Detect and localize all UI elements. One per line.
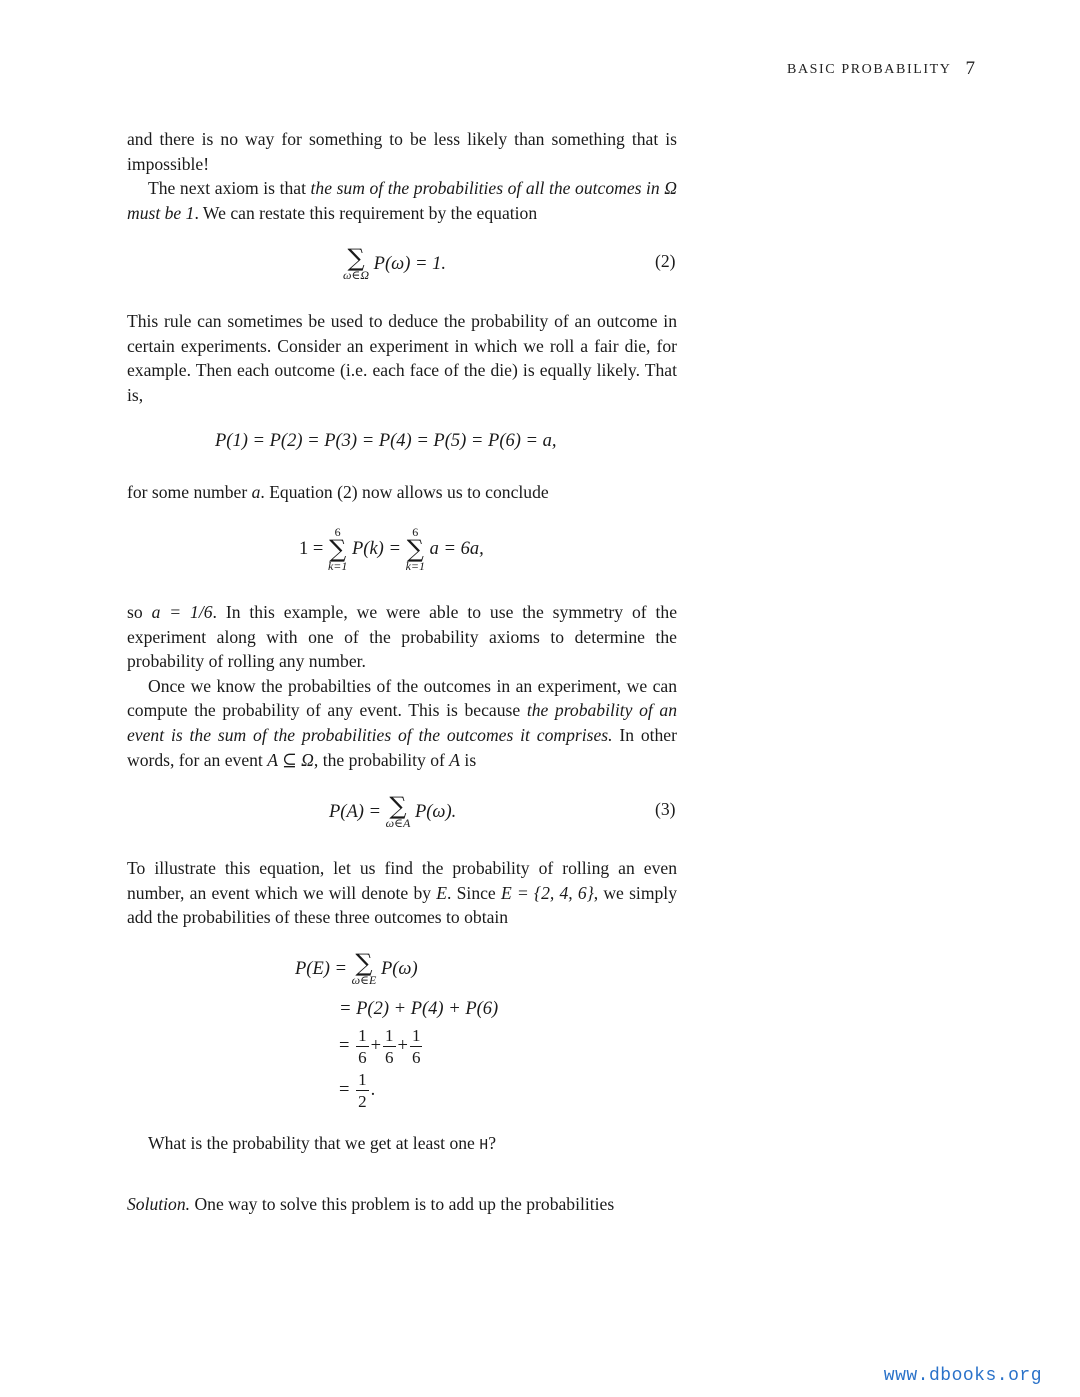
p6-tail-a: In other words, for an event: [127, 724, 677, 770]
summation-subscript: k=1: [405, 559, 426, 573]
paragraph-5: [127, 600, 677, 772]
running-title: BASIC PROBABILITY: [787, 62, 952, 77]
p7-tail: , we simply add the probabilities of these three outcomes to obtain: [127, 882, 677, 928]
equals-sign: =: [339, 1035, 350, 1056]
fraction-one-half: [356, 1071, 369, 1110]
equation-2-body: P(ω) = 1.: [373, 253, 446, 274]
fraction-denominator: 6: [385, 1048, 394, 1067]
summation-subscript: ω∈Ω: [343, 268, 370, 282]
summation-subscript: ω∈E: [351, 973, 377, 987]
a-value: a = 1/6: [151, 602, 213, 622]
p2-tail: . We can restate this requirement by the equation: [194, 202, 538, 223]
sum6-term-2: a = 6a,: [429, 538, 484, 559]
paragraph-3: [127, 309, 677, 407]
p4-tail: . Equation (2) now allows us to conclude: [260, 482, 549, 502]
equation-3: [329, 792, 457, 830]
die-equation: P(1) = P(2) = P(3) = P(4) = P(5) = P(6) = a,: [215, 431, 557, 451]
page-number: 7: [965, 58, 975, 79]
fraction-numerator: 1: [358, 1070, 367, 1089]
period: .: [370, 1079, 376, 1100]
plus-sign: +: [397, 1035, 408, 1056]
equals-sign: =: [339, 1079, 350, 1100]
fraction-one-sixth: [410, 1027, 423, 1066]
solution-label: Solution.: [127, 1194, 191, 1214]
paragraph-6: [127, 674, 677, 772]
p5-lead: so: [127, 602, 152, 622]
p6-tail-b: , the probability of: [313, 749, 450, 770]
sum6-term-1: P(k) =: [352, 538, 401, 559]
p5-tail: . In this example, we were able to use the symmetry of the experiment along with one of the probability axioms to determine the probability of rolling any number.: [127, 602, 678, 672]
fraction-one-sixth: [356, 1027, 369, 1066]
heads-symbol: H: [479, 1137, 489, 1154]
summation-sign: ∑ ω∈Ω: [343, 244, 370, 282]
question: [127, 1131, 677, 1159]
p7-mid: . Since: [447, 882, 501, 903]
p2-lead: The next axiom is that: [148, 178, 311, 199]
equation-2-number: (2): [655, 251, 676, 271]
summation-subscript: k=1: [327, 559, 348, 573]
sum-six-equation: [299, 526, 484, 573]
watermark: www.dbooks.org: [883, 1366, 1042, 1386]
variable-a: a: [251, 482, 261, 502]
summation-sign: ∑ ω∈E: [351, 949, 377, 987]
pe-row-3: [339, 1027, 424, 1066]
p4-lead: for some number: [127, 482, 252, 502]
fraction-denominator: 2: [358, 1092, 367, 1111]
paragraph-2: [127, 176, 677, 225]
equation-3-term: P(ω).: [414, 801, 457, 822]
running-header: [787, 57, 975, 79]
fraction-numerator: 1: [358, 1026, 367, 1045]
p6-tail-c: is: [460, 749, 477, 770]
fraction-one-sixth: [383, 1027, 396, 1066]
pe-lhs: P(E) =: [295, 958, 348, 979]
variable-E: E: [436, 882, 448, 903]
equation-3-lhs: P(A) =: [329, 801, 382, 822]
p7-lead: To illustrate this equation, let us find the probability of rolling an even number, an event which we will denote by: [127, 858, 677, 903]
summation-upper: 6: [334, 525, 341, 539]
summation-sign: 6 ∑ k=1: [327, 525, 348, 573]
summation-subscript: ω∈A: [385, 816, 411, 830]
equation-3-number: (3): [655, 799, 676, 819]
equation-2: [343, 244, 446, 282]
subset-expression: A ⊆ Ω: [267, 749, 314, 770]
event-rule: the probability of an event is the sum of the probabilities of the outcomes it comprises.: [127, 700, 677, 745]
pe-row-4: [339, 1071, 375, 1110]
sum6-lead: 1 =: [299, 538, 324, 559]
pe-row-1: [295, 949, 418, 987]
plus-sign: +: [370, 1035, 381, 1056]
fraction-numerator: 1: [385, 1026, 394, 1045]
pe-row-2: = P(2) + P(4) + P(6): [339, 999, 499, 1019]
summation-sign: 6 ∑ k=1: [405, 525, 426, 573]
question-lead: What is the probability that we get at least one: [148, 1133, 480, 1153]
set-E: E = {2, 4, 6}: [500, 882, 594, 903]
summation-sign: ∑ ω∈A: [385, 792, 411, 830]
fraction-denominator: 6: [411, 1048, 421, 1067]
question-tail: ?: [488, 1133, 497, 1153]
solution-text: One way to solve this problem is to add up the probabilities: [190, 1194, 615, 1214]
pe-term: P(ω): [380, 958, 418, 979]
summation-upper: 6: [412, 525, 419, 539]
fraction-numerator: 1: [411, 1026, 421, 1045]
axiom-statement: the sum of the probabilities of all the outcomes in Ω must be 1: [127, 178, 678, 223]
p6-lead: Once we know the probabilties of the outcomes in an experiment, we can compute the probability of any event. This is because: [127, 675, 677, 721]
fraction-denominator: 6: [358, 1048, 367, 1067]
paragraph-1: [127, 127, 677, 225]
paragraph-1-text: and there is no way for something to be less likely than something that is impossible!: [127, 129, 677, 174]
paragraph-3-text: This rule can sometimes be used to deduce the probability of an outcome in certain experiments. Consider an experiment in which we roll a fair die, for example. Then each outcome (i.e. each face of the die) is equally likely. That is,: [127, 311, 677, 405]
variable-A: A: [449, 749, 461, 770]
paragraph-4: [127, 480, 677, 505]
solution: [127, 1192, 677, 1217]
paragraph-7: [127, 856, 677, 930]
